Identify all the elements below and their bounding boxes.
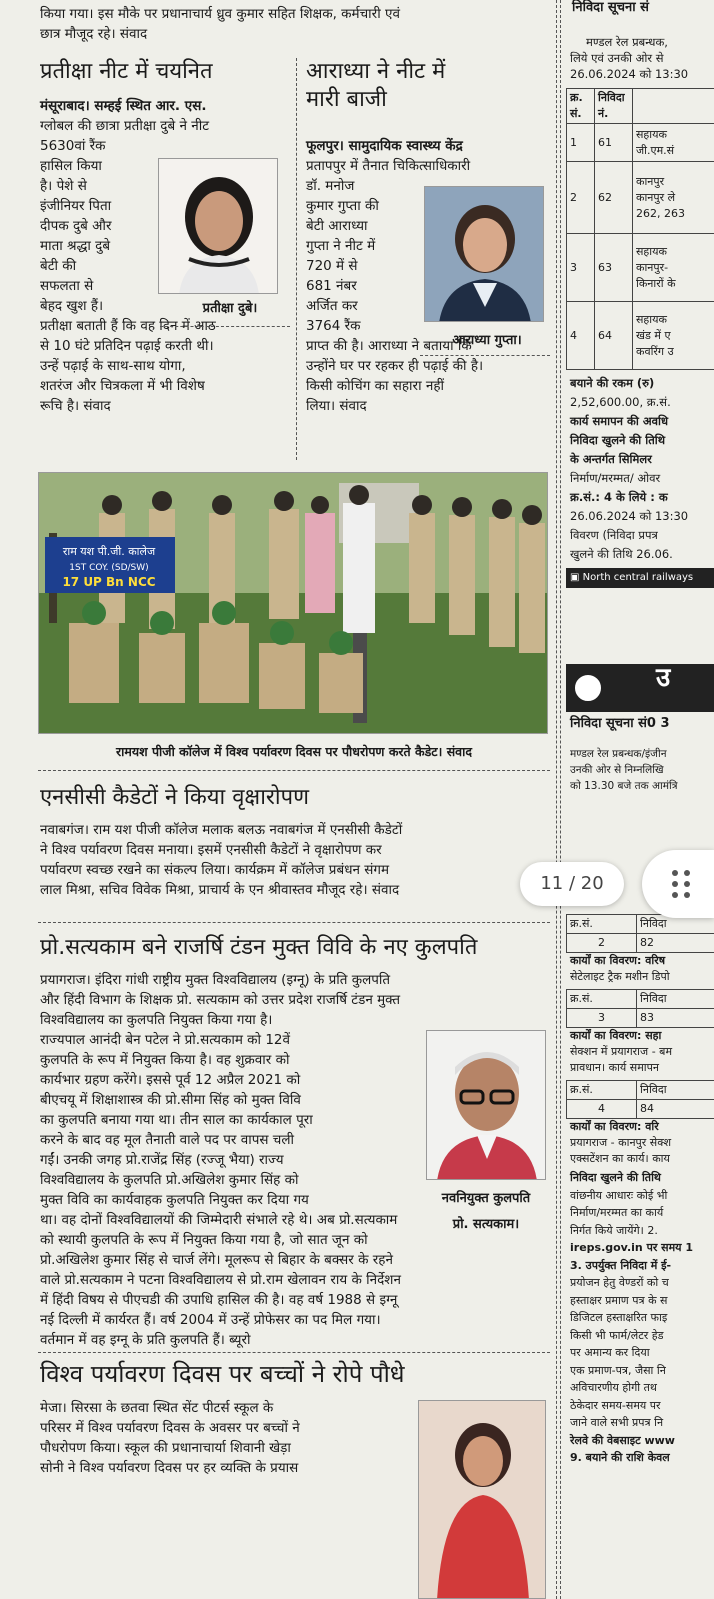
text-line: 26.06.2024 को 13:30 — [570, 509, 689, 523]
text-line: वर्तमान में वह इग्नू के प्रति कुलपति हैं। ब्यूरो — [40, 1332, 251, 1348]
text-line: था। वह दोनों विश्वविद्यालयों की जिम्मेदारी संभाले रहे थे। अब प्रो.सत्यकाम — [40, 1212, 398, 1228]
text-line: प्रावधान। कार्य समापन — [570, 1061, 659, 1074]
table-header: निविदा — [637, 915, 714, 934]
table-cell — [633, 302, 714, 370]
text-line: ने विश्व पर्यावरण दिवस मनाया। इसमें एनसीसी कैडेटों ने वृक्षारोपण कर — [40, 842, 382, 858]
text-line: कुमार गुप्ता की — [306, 198, 379, 214]
text-line: नवाबगंज। राम यश पीजी कॉलेज मलाक बलऊ नवाबगंज में एनसीसी कैडेटों — [40, 822, 403, 838]
table-row — [567, 302, 714, 370]
text-line: अविचारणीय होगी तथ — [570, 1381, 657, 1394]
headline: एनसीसी कैडेटों ने किया वृक्षारोपण — [40, 785, 310, 810]
grid-icon — [684, 892, 690, 898]
text-line: 26.06.2024 को 13:30 — [570, 67, 689, 81]
footer-tag-text: North central railways — [582, 572, 694, 583]
text-line: लिया। संवाद — [306, 398, 367, 414]
headline: प्रो.सत्यकाम बने राजर्षि टंडन मुक्त विवि के नए कुलपति — [40, 935, 478, 960]
text-line: रेलवे की वेबसाइट www — [570, 1433, 675, 1447]
cell-line: खंड में ए — [636, 328, 671, 342]
text-line: पर्यावरण स्वच्छ रखने का संकल्प लिया। कार्यक्रम में कॉलेज प्रबंधन संगम — [40, 862, 390, 878]
tender-row — [566, 914, 714, 985]
vc-photo — [426, 1030, 546, 1180]
text-line: फूलपुर। सामुदायिक स्वास्थ्य केंद्र — [306, 138, 463, 154]
article-env — [40, 1360, 555, 1388]
table-header: निविदा नं. — [595, 89, 633, 124]
cell-line: सहायक — [636, 244, 667, 258]
text-line: करने के बाद वह मूल तैनाती वाले पद पर वापस चली — [40, 1132, 295, 1148]
text-line: डिजिटल हस्ताक्षरित फाइ — [570, 1311, 668, 1324]
tender-table — [566, 88, 714, 370]
cell-line: सहायक — [636, 127, 667, 141]
table-header: क्र.सं. — [567, 990, 637, 1009]
text-line: किसी कोचिंग का सहारा नहीं — [306, 378, 445, 394]
text-line: 5630वां रैंक — [40, 138, 106, 154]
table-cell: 62 — [595, 162, 633, 234]
text-line: प्राप्त की है। आराध्या ने बताया कि — [306, 338, 472, 354]
text-line: उन्होंने घर पर रहकर ही पढ़ाई की है। — [306, 358, 484, 374]
text-line: ठेकेदार समय-समय पर — [570, 1398, 661, 1412]
cell-line: सहायक — [636, 312, 667, 326]
notice-header — [566, 666, 714, 712]
table-cell: 83 — [637, 1009, 714, 1028]
tender-notice-2 — [566, 664, 714, 1467]
text-line: वाले प्रो.सत्यकाम ने पटना विश्वविद्यालय से प्रो.राम खेलावन राय के निर्देशन — [40, 1272, 401, 1288]
text-line: किसी भी फार्म/लेटर हेड — [570, 1328, 664, 1342]
text-line: 720 में से — [306, 258, 358, 274]
text-line: प्रयोजन हेतु वेण्डरों को च — [570, 1276, 669, 1289]
photo-caption: आराध्या गुप्ता। — [452, 333, 522, 348]
text-line: पर अमान्य कर दिया — [570, 1346, 650, 1359]
railway-logo-icon — [572, 672, 604, 704]
text-line: कुलपति के रूप में नियुक्त किया है। वह शुक्रवार को — [40, 1052, 290, 1068]
pratiksha-photo — [158, 158, 278, 294]
cell-line: 262, 263 — [636, 206, 685, 220]
text-line: प्रतीक्षा बताती हैं कि वह दिन में आठ — [40, 318, 216, 334]
text-line: डॉ. मनोज — [306, 178, 355, 194]
text-line: है। पेशे से — [40, 178, 87, 194]
text-line: 3. उपर्युक्त निविदा में ई- — [570, 1258, 672, 1272]
text-line: मण्डल रेल प्रबन्धक/इंजीन — [570, 748, 667, 760]
grid-icon — [672, 870, 678, 876]
text-line: प्रयागराज। इंदिरा गांधी राष्ट्रीय मुक्त विश्वविद्यालय (इग्नू) के प्रति कुलपति — [40, 972, 391, 988]
text-line: कार्यों का विवरण: वरिष — [570, 954, 666, 967]
text-line: लाल मिश्रा, सचिव विवेक मिश्रा, प्राचार्य के एन श्रीवास्तव मौजूद रहे। संवाद — [40, 882, 400, 898]
aradhya-photo — [424, 186, 544, 322]
table-row — [567, 234, 714, 302]
tender-notice-1 — [566, 0, 714, 588]
text-line: लिये एवं उनकी ओर से — [570, 51, 664, 65]
text-line: को स्थायी कुलपति के रूप में नियुक्त किया गया है, जो सात जून को — [40, 1232, 368, 1248]
banner-line: 1ST COY. (SD/SW) — [69, 563, 149, 573]
photo-caption: प्रतीक्षा दुबे। — [202, 301, 258, 316]
page-indicator: 11 / 20 — [520, 862, 624, 906]
text-line: ireps.gov.in पर समय 1 — [570, 1241, 694, 1254]
text-line: शतरंज और चित्रकला में भी विशेष — [40, 378, 205, 394]
top-text-line: किया गया। इस मौके पर प्रधानाचार्य ध्रुव कुमार सहित शिक्षक, कर्मचारी एवं — [40, 6, 400, 22]
photo-caption: नवनियुक्त कुलपति — [441, 1191, 531, 1206]
notice-title: निविदा सूचना सं — [572, 0, 649, 15]
text-line: बेहद खुश हैं। — [40, 298, 104, 314]
table-cell: 2 — [567, 162, 595, 234]
text-line: के अन्तर्गत सिमिलर — [570, 452, 652, 466]
cell-line: किनारों के — [636, 276, 676, 290]
banner-line: राम यश पी.जी. कालेज — [62, 545, 156, 558]
text-line: एक्सटेंशन का कार्य। काय — [570, 1152, 670, 1165]
article-pratiksha — [40, 58, 290, 86]
headline: विश्व पर्यावरण दिवस पर बच्चों ने रोपे पौधे — [40, 1360, 405, 1388]
text-line: वांछनीय आधारः कोई भी — [570, 1188, 668, 1202]
table-cell: 64 — [595, 302, 633, 370]
text-line: पौधरोपण किया। स्कूल की प्रधानाचार्या शिवानी खेड़ा — [40, 1440, 291, 1456]
tender-row — [566, 989, 714, 1076]
cell-line: जी.एम.सं — [636, 143, 675, 157]
text-line: इंजीनियर पिता — [40, 198, 112, 214]
article-env-body — [40, 1398, 420, 1478]
text-line: कार्यों का विवरण: वरि — [570, 1120, 659, 1133]
text-line: गुप्ता ने नीट में — [306, 238, 376, 254]
grid-icon — [672, 881, 678, 887]
text-line: कार्यभार ग्रहण करेंगे। इससे पूर्व 12 अप्रैल 2021 को — [40, 1072, 301, 1088]
photo-caption: प्रो. सत्यकाम। — [452, 1217, 520, 1232]
table-cell: 82 — [637, 934, 714, 953]
text-line: खुलने की तिथि 26.06. — [570, 547, 673, 561]
text-line: परिसर में विश्व पर्यावरण दिवस के अवसर पर बच्चों ने — [40, 1420, 300, 1436]
text-line: प्रो.अखिलेश कुमार सिंह से चार्ज लेंगे। मूलरूप से बिहार के बक्सर के रहने — [40, 1252, 393, 1268]
text-line: क्र.सं.: 4 के लिये : क — [570, 490, 668, 504]
table-cell: 3 — [567, 234, 595, 302]
table-header — [633, 89, 714, 124]
footer-tag — [566, 568, 714, 588]
text-line: राज्यपाल आनंदी बेन पटेल ने प्रो.सत्यकाम को 12वें — [40, 1032, 291, 1048]
text-line: विवरण (निविदा प्रपत्र — [570, 528, 658, 542]
text-line: निर्गत किये जायेंगे। 2. — [570, 1223, 658, 1237]
table-cell: 1 — [567, 124, 595, 162]
table-header: क्र.सं. — [567, 915, 637, 934]
text-line: कार्यों का विवरण: सहा — [570, 1029, 662, 1042]
facebook-icon: ▣ — [570, 572, 580, 583]
article-ncc-body — [40, 820, 555, 900]
text-line: निर्माण/मरम्मत का कार्य — [570, 1206, 664, 1219]
article-vc-body — [40, 970, 555, 1030]
table-cell: 61 — [595, 124, 633, 162]
text-line: सेक्शन में प्रयागराज - बम — [570, 1045, 673, 1058]
table-row — [567, 124, 714, 162]
table-header: क्र. सं. — [567, 89, 595, 124]
photo-caption: रामयश पीजी कॉलेज में विश्व पर्यावरण दिवस पर पौधरोपण करते कैडेट। संवाद — [116, 744, 472, 759]
text-line: बेटी आराध्या — [306, 218, 368, 234]
text-line: 9. बयाने की राशि केवल — [570, 1451, 670, 1464]
text-line: नई दिल्ली में कार्यरत हैं। वर्ष 2004 में उन्हें प्रोफेसर का पद मिल गया। — [40, 1312, 381, 1328]
text-line: उनकी ओर से निम्नलिखि — [570, 764, 664, 776]
banner-line: 17 UP Bn NCC — [62, 575, 156, 589]
text-line: से 10 घंटे प्रतिदिन पढ़ाई करती थी। — [40, 338, 214, 354]
notice-number: निविदा सूचना सं0 3 — [570, 716, 670, 731]
text-line: प्रतापपुर में तैनात चिकित्साधिकारी — [306, 158, 471, 174]
text-line: 3764 रैंक — [306, 318, 361, 334]
text-line: ग्लोबल की छात्रा प्रतीक्षा दुबे ने नीट — [40, 118, 210, 134]
grid-icon — [684, 870, 690, 876]
text-line: निर्माण/मरम्मत/ ओवर — [570, 471, 661, 485]
text-line: विश्वविद्यालय का कुलपति नियुक्त किया गया है। — [40, 1012, 273, 1028]
text-line: निविदा खुलने की तिथि — [570, 433, 666, 447]
text-line: माता श्रद्धा दुबे — [40, 238, 111, 254]
article-ncc — [40, 784, 550, 812]
text-line: एक प्रमाण-पत्र, जैसा नि — [570, 1363, 666, 1377]
table-cell: 63 — [595, 234, 633, 302]
text-line: 681 नंबर — [306, 278, 357, 294]
table-cell: 84 — [637, 1100, 714, 1119]
text-line: प्रयागराज - कानपुर सेक्श — [570, 1136, 672, 1149]
article-aradhya — [306, 58, 551, 114]
text-line: का कुलपति बनाया गया था। तीन साल का कार्यकाल पूरा — [40, 1112, 313, 1128]
text-line: मण्डल रेल प्रबन्धक, — [586, 35, 668, 49]
text-line: कार्य समापन की अवधि — [570, 414, 669, 428]
cell-line: कानपुर ले — [636, 190, 676, 204]
text-line: उन्हें पढ़ाई के साथ-साथ योगा, — [40, 358, 186, 374]
table-cell — [633, 234, 714, 302]
table-header: निविदा — [637, 990, 714, 1009]
text-line: 2,52,600.00, क्र.सं. — [570, 395, 671, 409]
text-line: दीपक दुबे और — [40, 218, 112, 234]
table-header: निविदा — [637, 1081, 714, 1100]
text-line: में हिंदी विषय से पीएचडी की उपाधि हासिल की है। वह वर्ष 1988 से इग्नू — [40, 1292, 398, 1308]
table-cell: 3 — [567, 1009, 637, 1028]
text-line: हस्ताक्षर प्रमाण पत्र के स — [570, 1293, 668, 1307]
text-line: को 13.30 बजे तक आमंत्रि — [570, 780, 678, 792]
cell-line: कवरिंग उ — [636, 344, 674, 358]
text-line: मुक्त विवि का कार्यवाहक कुलपति नियुक्त कर दिया गय — [40, 1192, 309, 1208]
text-line: सोनी ने विश्व पर्यावरण दिवस पर हर व्यक्ति के प्रयास — [40, 1460, 299, 1476]
text-line: विश्वविद्यालय के कुलपति प्रो.अखिलेश कुमार सिंह को — [40, 1172, 299, 1188]
env-photo — [418, 1400, 546, 1599]
text-line: मंसूराबाद। सम्हई स्थित आर. एस. — [40, 98, 207, 114]
table-cell: 4 — [567, 1100, 637, 1119]
grid-icon — [672, 892, 678, 898]
table-cell — [633, 124, 714, 162]
text-line: निविदा खुलने की तिथि — [570, 1171, 661, 1184]
tender-row — [566, 1080, 714, 1167]
cell-line: कानपुर — [636, 174, 665, 188]
text-line: रूचि है। संवाद — [40, 398, 111, 414]
text-line: बेटी की — [40, 258, 77, 274]
text-line: जाने वाले सभी प्रपत्र नि — [570, 1416, 664, 1429]
text-line: और हिंदी विभाग के शिक्षक प्रो. सत्यकाम को उत्तर प्रदेश राजर्षि टंडन मुक्त — [40, 992, 401, 1008]
text-line: गईं। उनकी जगह प्रो.राजेंद्र सिंह (रज्जू भैया) राज्य — [40, 1152, 284, 1168]
table-cell: 4 — [567, 302, 595, 370]
notice-title: उ — [656, 664, 671, 693]
text-line: अर्जित कर — [306, 298, 358, 314]
headline: आराध्या ने नीट में — [306, 59, 446, 84]
table-cell: 2 — [567, 934, 637, 953]
grid-icon — [684, 881, 690, 887]
article-vc — [40, 934, 555, 962]
article-vc-body-narrow — [40, 1030, 418, 1210]
ncc-plantation-photo — [38, 472, 548, 734]
table-header: क्र.सं. — [567, 1081, 637, 1100]
table-row — [567, 162, 714, 234]
text-line: हासिल किया — [40, 158, 102, 174]
text-line: सफलता से — [40, 278, 94, 294]
text-line: सेटेलाइट ट्रैक मशीन डिपो — [570, 970, 670, 983]
text-line: बीएचयू में शिक्षाशास्त्र की प्रो.सीमा सिंह को मुक्त विवि — [40, 1092, 301, 1108]
table-cell — [633, 162, 714, 234]
top-text-line: छात्र मौजूद रहे। संवाद — [40, 26, 148, 42]
text-line: मेजा। सिरसा के छतवा स्थित सेंट पीटर्स स्कूल के — [40, 1400, 274, 1416]
headline: प्रतीक्षा नीट में चयनित — [40, 59, 213, 84]
cell-line: कानपुर- — [636, 260, 669, 274]
headline: मारी बाजी — [306, 87, 387, 112]
text-line: बयाने की रकम (रु) — [570, 376, 655, 390]
grid-view-button[interactable] — [642, 850, 714, 918]
